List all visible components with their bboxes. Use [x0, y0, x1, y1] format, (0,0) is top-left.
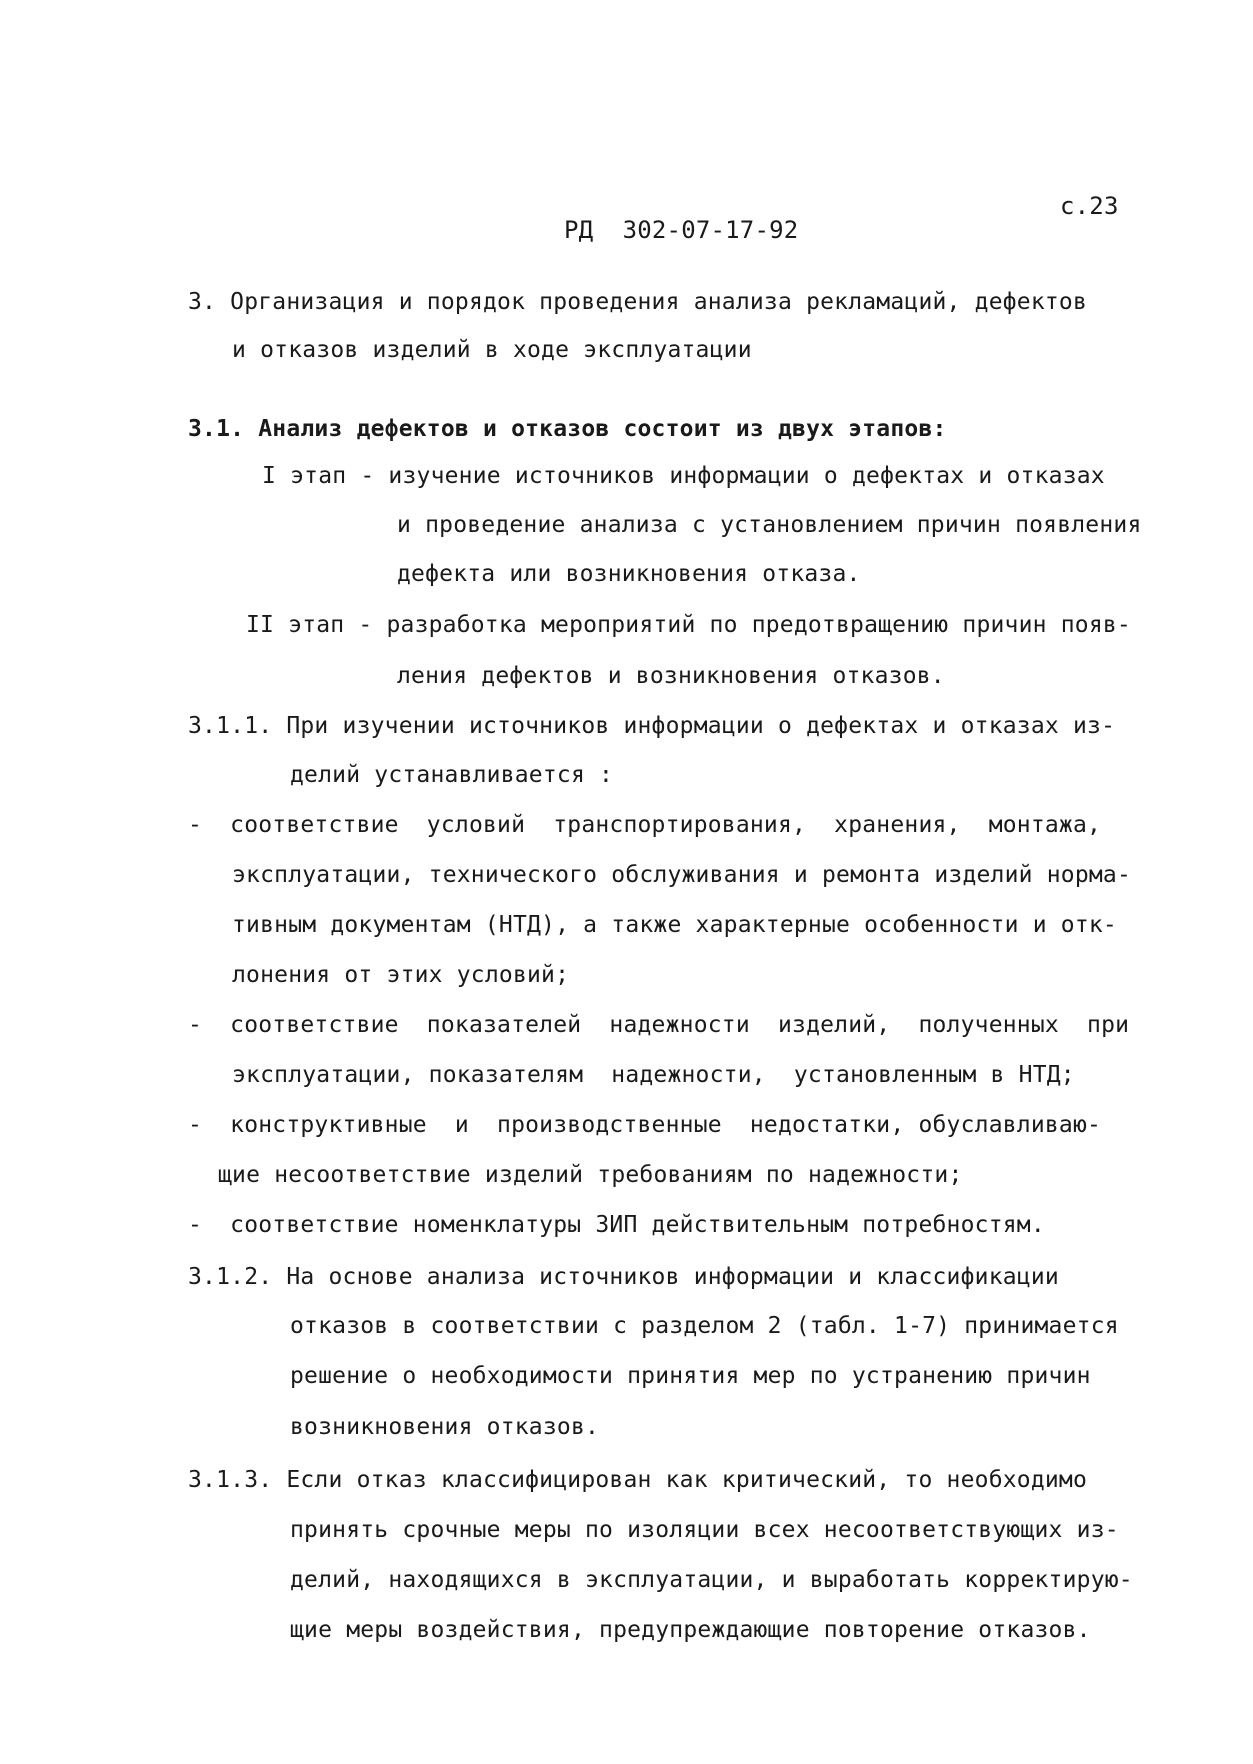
clause-3-1-3-line-1: 3.1.3. Если отказ классифицирован как критический, то необходимо — [188, 1467, 1088, 1493]
clause-3-1-2-line-1: 3.1.2. На основе анализа источников информации и классификации — [188, 1264, 1059, 1290]
bullet-2-line-2: эксплуатации, показателям надежности, установленным в НТД; — [232, 1062, 1075, 1088]
clause-3-1-2-line-2: отказов в соответствии с разделом 2 (табл. 1-7) принимается — [290, 1313, 1119, 1339]
bullet-3-line-2: щие несоответствие изделий требованиям по надежности; — [218, 1162, 963, 1188]
clause-3-1-3-line-3: делий, находящихся в эксплуатации, и выработать корректирую- — [290, 1567, 1133, 1593]
bullet-4-line-1: - соответствие номенклатуры ЗИП действительным потребностям. — [188, 1212, 1045, 1238]
bullet-1-line-1: - соответствие условий транспортирования, хранения, монтажа, — [188, 812, 1102, 838]
stage-1-line-1: I этап - изучение источников информации о дефектах и отказах — [262, 463, 1105, 489]
clause-3-1-2-line-3: решение о необходимости принятия мер по устранению причин — [290, 1363, 1091, 1389]
clause-3-1-intro: 3.1. Анализ дефектов и отказов состоит из двух этапов: — [188, 416, 947, 442]
bullet-1-line-3: тивным документам (НТД), а также характерные особенности и отк- — [232, 912, 1117, 938]
stage-1-line-3: дефекта или возникновения отказа. — [397, 561, 861, 587]
bullet-1-line-2: эксплуатации, технического обслуживания и ремонта изделий норма- — [232, 862, 1132, 888]
document-code: РД 302-07-17-92 — [564, 216, 799, 244]
bullet-2-line-1: - соответствие показателей надежности изделий, полученных при — [188, 1012, 1130, 1038]
section-3-title-line-2: и отказов изделий в ходе эксплуатации — [232, 337, 752, 363]
section-3-title-line-1: 3. Организация и порядок проведения анализа рекламаций, дефектов — [188, 289, 1088, 315]
clause-3-1-1-line-1: 3.1.1. При изучении источников информации о дефектах и отказах из- — [188, 713, 1116, 739]
clause-3-1-3-line-4: щие меры воздействия, предупреждающие повторение отказов. — [290, 1617, 1091, 1643]
bullet-3-line-1: - конструктивные и производственные недостатки, обуславливаю- — [188, 1112, 1102, 1138]
clause-3-1-2-line-4: возникновения отказов. — [290, 1414, 600, 1440]
stage-2-line-1: II этап - разработка мероприятий по предотвращению причин появ- — [246, 612, 1131, 638]
clause-3-1-3-line-2: принять срочные меры по изоляции всех несоответствующих из- — [290, 1517, 1119, 1543]
stage-2-line-2: ления дефектов и возникновения отказов. — [397, 663, 945, 689]
clause-3-1-1-line-2: делий устанавливается : — [290, 762, 614, 788]
page-number: с.23 — [1060, 192, 1119, 220]
stage-1-line-2: и проведение анализа с установлением причин появления — [397, 512, 1142, 538]
bullet-1-line-4: лонения от этих условий; — [232, 962, 570, 988]
